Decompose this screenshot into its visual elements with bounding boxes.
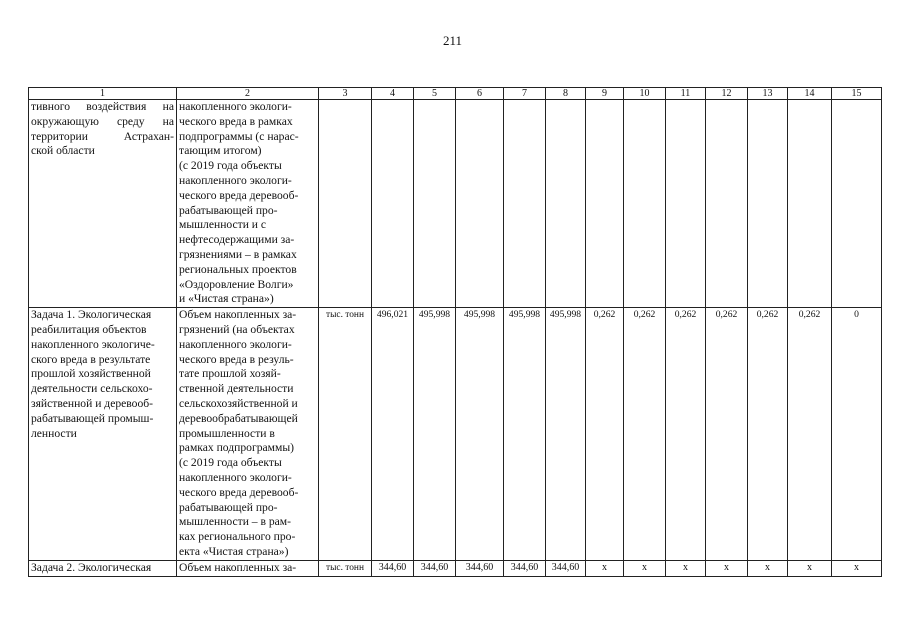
text-line: сельскохозяйственной и (179, 396, 298, 410)
column-number: 11 (666, 88, 706, 100)
empty-cell (546, 100, 586, 308)
text-line: рамках подпрограммы) (179, 441, 294, 455)
value-cell: х (586, 560, 624, 576)
table-row (29, 560, 882, 576)
value-cell: х (788, 560, 832, 576)
text-line: ческого вреда в резуль- (179, 352, 294, 366)
text-line: Объем накопленных за- (179, 308, 297, 322)
text-line: ческого вреда деревооб- (179, 485, 299, 499)
empty-cell (319, 100, 372, 308)
value-cell: 0,262 (586, 308, 624, 561)
text-line: ского вреда в результате (31, 352, 151, 366)
text-line: деревообрабатывающей (179, 411, 298, 425)
unit-cell: тыс. тонн (319, 560, 372, 576)
text-line: накопленного экологиче- (31, 337, 155, 351)
column-number: 15 (832, 88, 882, 100)
text-line: нефтесодержащими за- (179, 233, 295, 247)
text-line: Объем накопленных за- (179, 560, 297, 574)
value-cell: 495,998 (414, 308, 456, 561)
value-cell: х (748, 560, 788, 576)
text-line: зяйственной и деревооб- (31, 396, 154, 410)
column-number: 7 (504, 88, 546, 100)
column-number: 6 (456, 88, 504, 100)
value-cell: 344,60 (504, 560, 546, 576)
value-cell: 0,262 (788, 308, 832, 561)
text-line: тате прошлой хозяй- (179, 367, 281, 381)
value-cell: х (706, 560, 748, 576)
column-number: 9 (586, 88, 624, 100)
text-line: Задача 2. Экологическая (31, 560, 152, 574)
indicator-description-cell (177, 100, 319, 308)
value-cell: 495,998 (504, 308, 546, 561)
value-cell: 0 (832, 308, 882, 561)
text-line: екта «Чистая страна») (179, 544, 289, 558)
text-line: рабатывающей про- (179, 203, 278, 217)
text-line: прошлой хозяйственной (31, 367, 151, 381)
value-cell: 0,262 (666, 308, 706, 561)
empty-cell (372, 100, 414, 308)
empty-cell (832, 100, 882, 308)
text-line: ственной деятельности (179, 382, 294, 396)
text-line: накопленного экологи- (179, 470, 292, 484)
value-cell: 344,60 (414, 560, 456, 576)
column-number-row (29, 88, 882, 100)
column-number: 13 (748, 88, 788, 100)
value-cell: 0,262 (706, 308, 748, 561)
empty-cell (788, 100, 832, 308)
text-line: рабатывающей про- (179, 500, 278, 514)
empty-cell (748, 100, 788, 308)
text-line: мышленности и с (179, 218, 267, 232)
text-line: тающим итогом) (179, 144, 262, 158)
column-number: 12 (706, 88, 748, 100)
value-cell: 344,60 (546, 560, 586, 576)
text-line: промышленности в (179, 426, 275, 440)
indicators-table (28, 87, 882, 577)
column-number: 10 (624, 88, 666, 100)
indicator-description-cell (177, 308, 319, 561)
text-line: Задача 1. Экологическая (31, 308, 152, 322)
task-description-cell (29, 560, 177, 576)
value-cell: 495,998 (546, 308, 586, 561)
column-number: 3 (319, 88, 372, 100)
empty-cell (586, 100, 624, 308)
text-line: ленности (31, 426, 77, 440)
value-cell: 496,021 (372, 308, 414, 561)
column-number: 5 (414, 88, 456, 100)
unit-cell: тыс. тонн (319, 308, 372, 561)
task-description-cell (29, 308, 177, 561)
text-line: накопленного экологи- (179, 100, 292, 113)
value-cell: х (624, 560, 666, 576)
value-cell: х (832, 560, 882, 576)
value-cell: х (666, 560, 706, 576)
text-line: рабатывающей промыш- (31, 411, 154, 425)
text-line: тивного воздействия на (31, 100, 174, 113)
page-number: 211 (442, 33, 463, 48)
text-line: ской области (31, 144, 95, 158)
value-cell: 495,998 (456, 308, 504, 561)
text-line: накопленного экологи- (179, 173, 292, 187)
table-row (29, 308, 882, 561)
column-number: 8 (546, 88, 586, 100)
text-line: окружающую среду на (31, 114, 174, 128)
empty-cell (456, 100, 504, 308)
text-line: мышленности – в рам- (179, 515, 292, 529)
column-number: 4 (372, 88, 414, 100)
table-row (29, 100, 882, 308)
empty-cell (504, 100, 546, 308)
text-line: грязнений (на объектах (179, 322, 295, 336)
text-line: ках регионального про- (179, 530, 296, 544)
column-number: 14 (788, 88, 832, 100)
text-line: ческого вреда деревооб- (179, 188, 299, 202)
empty-cell (706, 100, 748, 308)
text-line: подпрограммы (с нарас- (179, 129, 299, 143)
text-line: региональных проектов (179, 262, 297, 276)
text-line: реабилитация объектов (31, 322, 147, 336)
empty-cell (624, 100, 666, 308)
text-line: (с 2019 года объекты (179, 456, 282, 470)
value-cell: 344,60 (372, 560, 414, 576)
column-number: 1 (29, 88, 177, 100)
goal-description-cell (29, 100, 177, 308)
text-line: территории Астрахан- (31, 129, 174, 143)
text-line: (с 2019 года объекты (179, 159, 282, 173)
text-line: деятельности сельскохо- (31, 382, 153, 396)
text-line: накопленного экологи- (179, 337, 292, 351)
text-line: и «Чистая страна») (179, 292, 274, 306)
text-line: «Оздоровление Волги» (179, 277, 294, 291)
value-cell: 0,262 (624, 308, 666, 561)
empty-cell (666, 100, 706, 308)
value-cell: 0,262 (748, 308, 788, 561)
text-line: грязнениями – в рамках (179, 247, 297, 261)
empty-cell (414, 100, 456, 308)
value-cell: 344,60 (456, 560, 504, 576)
text-line: ческого вреда в рамках (179, 114, 293, 128)
column-number: 2 (177, 88, 319, 100)
indicator-description-cell (177, 560, 319, 576)
